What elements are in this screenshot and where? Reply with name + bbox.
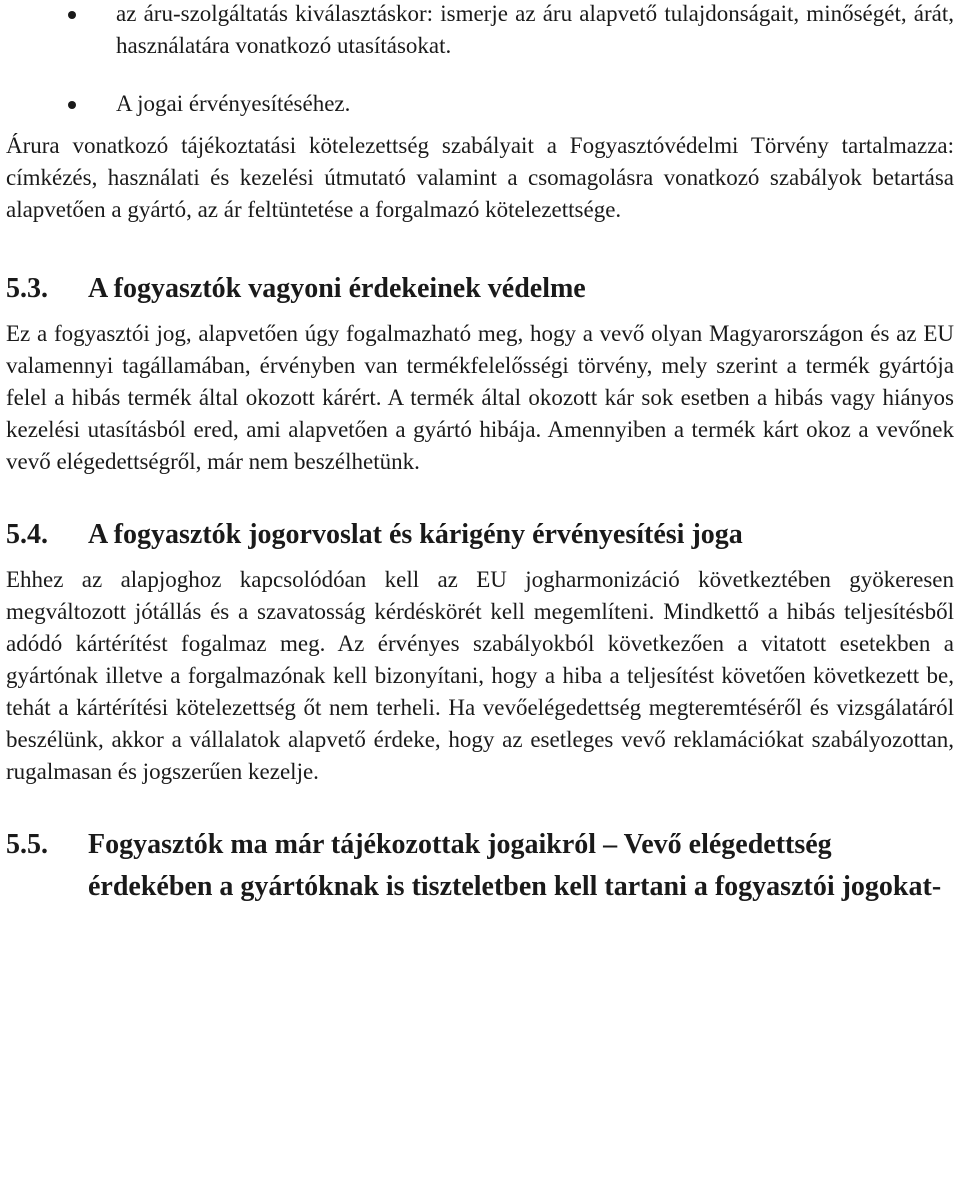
section-heading-5-5 (6, 824, 954, 908)
section-title: Fogyasztók ma már tájékozottak jogaikról – Vevő elégedettség érdekében a gyártóknak is tiszteletben kell tartani a fogyasztói jogokat- (88, 829, 942, 902)
bullet-text: az áru-szolgáltatás kiválasztáskor: ismerje az áru alapvető tulajdonságait, minőségét, árát, használatára vonatkozó utasításokat. (116, 1, 954, 58)
bullet-text: A jogai érvényesítéséhez. (116, 91, 351, 116)
bullet-item (6, 0, 954, 62)
bullet-list (6, 0, 954, 120)
section-body-5-3: Ez a fogyasztói jog, alapvetően úgy fogalmazható meg, hogy a vevő olyan Magyarországon és az EU valamennyi tagállamában, érvényben van termékfelelősségi törvény, mely szerint a termék gyártója felel a hibás termék által okozott kárért. A termék által okozott kár sok esetben a hibás vagy hiányos kezelési utasításból ered, ami alapvetően a gyártó hibája. Amennyiben a termék kárt okoz a vevőnek vevő elégedettségről, már nem beszélhetünk. (6, 321, 954, 474)
bullet-dot-icon (68, 101, 76, 109)
section-body-5-4: Ehhez az alapjoghoz kapcsolódóan kell az EU jogharmonizáció következtében gyökeresen megváltozott jótállás és a szavatosság kérdéskörét kell megemlíteni. Mindkettő a hibás teljesítésből adódó kártérítést fogalmaz meg. Az érvényes szabályokból következően a vitatott esetekben a gyártónak illetve a forgalmazónak kell bizonyítani, hogy a hiba a teljesítést követően következett be, tehát a kártérítési kötelezettség őt nem terheli. Ha vevőelégedettség megteremtéséről és vizsgálatáról beszélünk, akkor a vállalatok alapvető érdeke, hogy az esetleges vevő reklamációkat szabályozottan, rugalmasan és jogszerűen kezelje. (6, 567, 954, 784)
section-number: 5.3. (6, 273, 48, 304)
section-number: 5.5. (6, 829, 48, 860)
section-heading-5-3 (6, 268, 954, 310)
bullet-item (6, 88, 954, 120)
document-page (6, 0, 954, 908)
section-title: A fogyasztók vagyoni érdekeinek védelme (88, 273, 586, 304)
section-title: A fogyasztók jogorvoslat és kárigény érvényesítési joga (88, 519, 743, 550)
intro-paragraph: Árura vonatkozó tájékoztatási kötelezettség szabályait a Fogyasztóvédelmi Törvény tartalmazza: címkézés, használati és kezelési útmutató valamint a csomagolásra vonatkozó szabályok betartása alapvetően a gyártó, az ár feltüntetése a forgalmazó kötelezettsége. (6, 133, 954, 222)
bullet-dot-icon (68, 11, 76, 19)
section-number: 5.4. (6, 519, 48, 550)
section-heading-5-4 (6, 514, 954, 556)
